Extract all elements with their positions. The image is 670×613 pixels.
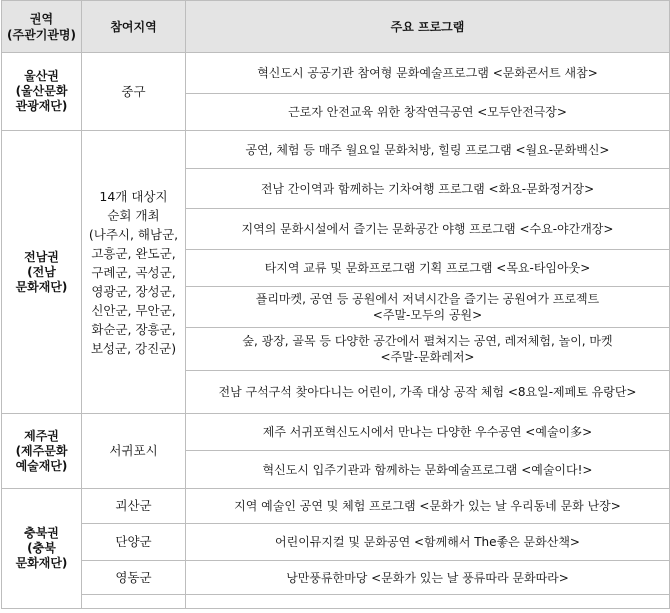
program-text: 제주 서귀포혁신도시에서 만나는 다양한 우수공연 <예술이多> bbox=[262, 425, 593, 439]
region-cell-jeonnam bbox=[2, 131, 82, 414]
table-row bbox=[2, 595, 670, 609]
area-cell bbox=[82, 131, 186, 414]
table-row bbox=[2, 53, 670, 94]
region-org: 관광재단) bbox=[15, 99, 68, 113]
area-label: 영광군, 장성군, bbox=[91, 283, 176, 299]
area-label: 화순군, 장흥군, bbox=[91, 321, 176, 337]
program-cell bbox=[186, 209, 670, 250]
region-cell-chungbuk bbox=[2, 489, 82, 609]
program-text: 전남 구석구석 찾아다니는 어린이, 가족 대상 공작 체험 <8요일-제페토 유랑단> bbox=[218, 385, 637, 399]
program-table bbox=[1, 0, 670, 609]
program-cell bbox=[186, 451, 670, 489]
region-org: (충북 bbox=[27, 541, 56, 555]
program-cell bbox=[186, 287, 670, 328]
area-label: 괴산군 bbox=[115, 498, 152, 513]
table-row bbox=[2, 561, 670, 595]
area-label: (나주시, 해남군, bbox=[88, 226, 179, 242]
program-text: 전남 간이역과 함께하는 기차여행 프로그램 <화요-문화정거장> bbox=[260, 181, 595, 196]
region-cell-jeju bbox=[2, 414, 82, 489]
region-org: (울산문화 bbox=[15, 84, 68, 98]
area-cell bbox=[82, 524, 186, 561]
program-text: 타지역 교류 및 문화프로그램 기획 프로그램 <목요-타임아웃> bbox=[264, 261, 591, 275]
region-org: (전남 bbox=[27, 264, 56, 279]
program-text: 어린이뮤지컬 및 문화공연 <함께해서 The좋은 문화산책> bbox=[275, 535, 580, 549]
program-cell bbox=[186, 131, 670, 169]
area-label: 신안군, 무안군, bbox=[91, 302, 176, 318]
header-region-title: 권역 bbox=[29, 11, 54, 26]
area-cell bbox=[82, 595, 186, 609]
table-row bbox=[2, 524, 670, 561]
program-cell bbox=[186, 595, 670, 609]
program-text: 지역의 문화시설에서 즐기는 문화공간 야행 프로그램 <수요-야간개장> bbox=[241, 222, 614, 236]
program-text: 혁신도시 공공기관 참여형 문화예술프로그램 <문화콘서트 새참> bbox=[257, 66, 598, 80]
program-text: 혁신도시 입주기관과 함께하는 문화예술프로그램 <예술이다!> bbox=[262, 462, 593, 477]
region-org: 예술재단) bbox=[15, 458, 68, 473]
program-cell bbox=[186, 94, 670, 131]
header-region-subtitle: (주관기관명) bbox=[7, 27, 76, 42]
program-cell bbox=[186, 169, 670, 209]
region-org: 문화재단) bbox=[15, 556, 68, 570]
program-text: 근로자 안전교육 위한 창작연극공연 <모두안전극장> bbox=[288, 105, 567, 119]
area-label: 서귀포시 bbox=[109, 443, 158, 458]
program-text: 공연, 체험 등 매주 월요일 문화처방, 힐링 프로그램 <월요-문화백신> bbox=[245, 142, 610, 157]
program-cell bbox=[186, 524, 670, 561]
program-cell bbox=[186, 371, 670, 414]
program-cell bbox=[186, 250, 670, 287]
region-name: 전남권 bbox=[24, 249, 59, 264]
program-text: <주말-문화레저> bbox=[380, 350, 475, 364]
table-row bbox=[2, 131, 670, 169]
area-label: 영동군 bbox=[115, 569, 152, 585]
header-row bbox=[2, 1, 670, 53]
table-row bbox=[2, 489, 670, 524]
area-label: 구례군, 곡성군, bbox=[91, 264, 176, 280]
program-cell bbox=[186, 414, 670, 451]
area-label: 14개 대상지 bbox=[99, 188, 168, 204]
region-cell-ulsan bbox=[2, 53, 82, 131]
region-name: 울산권 bbox=[24, 69, 59, 83]
area-label: 순회 개최 bbox=[107, 207, 160, 223]
region-name: 제주권 bbox=[24, 428, 59, 443]
program-text: 플리마켓, 공연 등 공원에서 저녁시간을 즐기는 공원여가 프로젝트 bbox=[255, 292, 600, 306]
area-label: 고흥군, 완도군, bbox=[91, 245, 176, 261]
header-programs: 주요 프로그램 bbox=[186, 1, 670, 53]
area-cell bbox=[82, 53, 186, 131]
program-cell bbox=[186, 53, 670, 94]
program-cell bbox=[186, 328, 670, 371]
program-cell bbox=[186, 561, 670, 595]
area-label: 단양군 bbox=[115, 534, 152, 549]
table-row bbox=[2, 414, 670, 451]
program-cell bbox=[186, 489, 670, 524]
region-name: 충북권 bbox=[24, 526, 59, 540]
program-text: <주말-모두의 공원> bbox=[372, 308, 483, 322]
area-cell bbox=[82, 561, 186, 595]
area-cell bbox=[82, 414, 186, 489]
area-label: 보성군, 강진군) bbox=[90, 340, 177, 356]
region-org: 문화재단) bbox=[15, 279, 68, 294]
program-text: 낭만풍류한마당 <문화가 있는 날 풍류따라 문화따라> bbox=[286, 570, 569, 585]
area-label: 중구 bbox=[121, 83, 146, 99]
area-cell bbox=[82, 489, 186, 524]
header-area: 참여지역 bbox=[82, 1, 186, 53]
program-text: 숲, 광장, 골목 등 다양한 공간에서 펼쳐지는 공연, 레저체험, 놀이, 마켓 bbox=[242, 334, 613, 348]
program-text: 지역 예술인 공연 및 체험 프로그램 <문화가 있는 날 우리동네 문화 난장> bbox=[234, 499, 621, 513]
region-org: (제주문화 bbox=[15, 443, 68, 458]
header-region bbox=[2, 1, 82, 53]
